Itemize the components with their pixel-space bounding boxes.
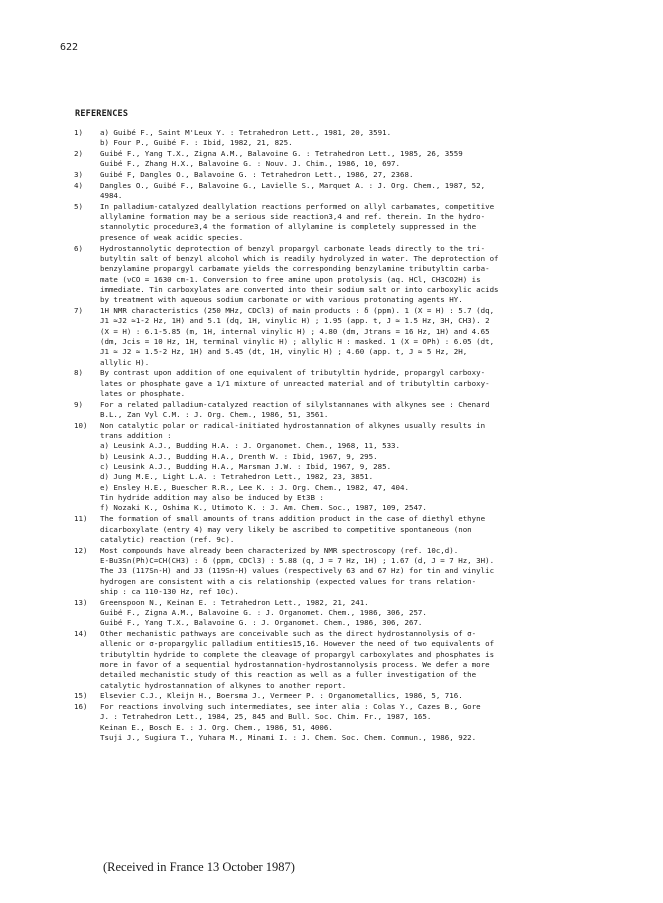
reference-number: 14) (74, 628, 88, 638)
reference-number: 12) (74, 545, 88, 555)
reference-text (100, 400, 634, 421)
reference-line: butyltin salt of benzyl alcohol which is readily hydrolyzed in water. The deprotection of (100, 253, 499, 263)
reference-line: by treatment with aqueous sodium carbonate or with various protonating agents HY. (100, 295, 463, 305)
reference-line: d) Jung M.E., Light L.A. : Tetrahedron Lett., 1982, 23, 3851. (100, 472, 374, 482)
reference-line: Dangles O., Guibé F., Balavoine G., Lavielle S., Marquet A. : J. Org. Chem., 1987, 52, (100, 180, 486, 190)
reference-line: J1 ≃ J2 ≃ 1.5-2 Hz, 1H) and 5.45 (dt, 1H, vinylic H) ; 4.60 (app. t, J ≃ 5 Hz, 2H, (100, 347, 468, 357)
reference-text (100, 306, 634, 368)
reference-number: 9) (74, 399, 83, 409)
reference-line: By contrast upon addition of one equivalent of tributyltin hydride, propargyl carboxy- (100, 368, 486, 378)
reference-line: Greenspoon N., Keinan E. : Tetrahedron Lett., 1982, 21, 241. (100, 597, 369, 607)
reference-line: lates or phosphate gave a 1/1 mixture of unreacted material and of tributyltin carboxy- (100, 378, 490, 388)
reference-line: tributyltin hydride to complete the cleavage of propargyl carboxylates and phosphates is (100, 649, 495, 659)
reference-number: 16) (74, 702, 88, 712)
reference-item (74, 181, 634, 202)
reference-line: catalytic hydrostannation of alkynes to another report. (100, 680, 347, 690)
reference-line: 4984. (100, 191, 123, 201)
reference-line: (X = H) : 6.1-5.85 (m, 1H, internal vinylic H) ; 4.80 (dm, Jtrans = 16 Hz, 1H) and 4.65 (100, 326, 490, 336)
reference-line: e) Ensley H.E., Buescher R.R., Lee K. : J. Org. Chem., 1982, 47, 404. (100, 482, 409, 492)
reference-line: The formation of small amounts of trans addition product in the case of diethyl ethyne (100, 514, 486, 524)
reference-number: 10) (74, 420, 88, 430)
reference-line: For reactions involving such intermediates, see inter alia : Colas Y., Cazes B., Gore (100, 702, 481, 712)
reference-number: 7) (74, 305, 83, 315)
reference-line: b) Four P., Guibé F. : Ibid, 1982, 21, 825. (100, 138, 293, 148)
reference-line: For a related palladium-catalyzed reaction of silylstannanes with alkynes see : Chenard (100, 399, 490, 409)
reference-number: 2) (74, 149, 83, 159)
reference-text (100, 128, 634, 149)
reference-number: 3) (74, 170, 83, 180)
references-list (74, 128, 634, 744)
reference-line: a) Leusink A.J., Budding H.A. : J. Organomet. Chem., 1968, 11, 533. (100, 441, 401, 451)
reference-text (100, 702, 634, 743)
reference-text (100, 149, 634, 170)
reference-line: mate (νCO = 1630 cm-1. Conversion to free amine upon protolysis (aq. HCl, CH3CO2H) is (100, 274, 481, 284)
reference-text (100, 244, 634, 306)
reference-line: Tsuji J., Sugiura T., Yuhara M., Minami I. : J. Chem. Soc. Chem. Commun., 1986, 922. (100, 733, 477, 743)
reference-item (74, 702, 634, 743)
reference-line: Most compounds have already been characterized by NMR spectroscopy (ref. 10c,d). (100, 545, 459, 555)
reference-text (100, 368, 634, 399)
reference-line: J. : Tetrahedron Lett., 1984, 25, 845 and Bull. Soc. Chim. Fr., 1987, 165. (100, 712, 432, 722)
reference-line: The J3 (117Sn-H) and J3 (119Sn-H) values (respectively 63 and 67 Hz) for tin and vinylic (100, 566, 495, 576)
reference-line: b) Leusink A.J., Budding H.A., Drenth W. : Ibid, 1967, 9, 295. (100, 451, 378, 461)
reference-item (74, 170, 634, 180)
reference-line: In palladium-catalyzed deallylation reactions performed on allyl carbamates, competitive (100, 201, 495, 211)
reference-text (100, 598, 634, 629)
reference-line: J1 ≃J2 ≃1-2 Hz, 1H) and 5.1 (dq, 1H, vinylic H) ; 1.95 (app. t, J ≃ 1.5 Hz, 3H, CH3). 2 (100, 316, 490, 326)
reference-line: a) Guibé F., Saint M'Leux Y. : Tetrahedron Lett., 1981, 20, 3591. (100, 128, 392, 137)
reference-line: presence of weak acidic species. (100, 232, 244, 242)
reference-line: Keinan E., Bosch E. : J. Org. Chem., 1986, 51, 4006. (100, 722, 333, 732)
reference-number: 15) (74, 691, 88, 701)
reference-number: 13) (74, 597, 88, 607)
reference-line: Guibé F., Zhang H.X., Balavoine G. : Nouv. J. Chim., 1986, 10, 697. (100, 159, 401, 169)
reference-line: B.L., Zan Vyl C.M. : J. Org. Chem., 1986, 51, 3561. (100, 410, 329, 420)
reference-item (74, 368, 634, 399)
reference-line: more in favor of a sequential hydrostannation-hydrostannolysis process. We defer a more (100, 660, 490, 669)
reference-line: 1H NMR characteristics (250 MHz, CDCl3) of main products : δ (ppm). 1 (X = H) : 5.7 (dq, (100, 305, 495, 315)
reference-line: f) Nozaki K., Oshima K., Utimoto K. : J. Am. Chem. Soc., 1987, 109, 2547. (100, 503, 427, 513)
reference-item (74, 149, 634, 170)
reference-line: Tin hydride addition may also be induced by Et3B : (100, 493, 324, 503)
reference-line: benzylamine propargyl carbamate yields the corresponding benzylamine tributyltin carba- (100, 264, 490, 274)
reference-text (100, 546, 634, 598)
reference-line: stannolytic procedure3,4 the formation of allylamine is completely suppressed in the (100, 222, 477, 232)
reference-item (74, 202, 634, 243)
page-number: 622 (60, 42, 79, 53)
reference-item (74, 400, 634, 421)
reference-item (74, 546, 634, 598)
reference-text (100, 181, 634, 202)
reference-text (100, 514, 634, 545)
reference-line: allylic H). (100, 357, 150, 367)
reference-number: 11) (74, 514, 88, 524)
reference-line: trans addition : (100, 431, 172, 441)
reference-number: 8) (74, 368, 83, 378)
reference-text (100, 629, 634, 691)
reference-line: ship : ca 110-130 Hz, ref 10c). (100, 586, 239, 596)
reference-line: immediate. Tin carboxylates are converted into their sodium salt or into carboxylic acids (100, 284, 499, 294)
reference-number: 1) (74, 128, 83, 137)
reference-item (74, 514, 634, 545)
reference-text (100, 170, 634, 180)
reference-item (74, 598, 634, 629)
reference-number: 4) (74, 180, 83, 190)
reference-line: c) Leusink A.J., Budding H.A., Marsman J.W. : Ibid, 1967, 9, 285. (100, 462, 392, 472)
reference-text (100, 202, 634, 243)
reference-item (74, 128, 634, 149)
reference-line: Non catalytic polar or radical-initiated hydrostannation of alkynes usually results in (100, 420, 486, 430)
reference-number: 6) (74, 243, 83, 253)
reference-line: (dm, Jcis = 10 Hz, 1H, terminal vinylic H) ; allylic H : masked. 1 (X = OPh) : 6.05 (dt, (100, 336, 495, 346)
reference-line: detailed mechanistic study of this reaction as well as a fuller investigation of the (100, 670, 477, 680)
reference-line: dicarboxylate (entry 4) may very likely be ascribed to competitive spontaneous (non (100, 524, 472, 534)
received-note: (Received in France 13 October 1987) (103, 860, 295, 874)
reference-line: allenic or σ-propargylic palladium entities15,16. However the need of two equivalents of (100, 639, 495, 649)
reference-item (74, 629, 634, 691)
reference-number: 5) (74, 201, 83, 211)
reference-line: E-Bu3Sn(Ph)C=CH(CH3) : δ (ppm, CDCl3) : 5.88 (q, J = 7 Hz, 1H) ; 1.67 (d, J = 7 Hz, 3H). (100, 555, 495, 565)
reference-line: Guibé F., Yang T.X., Balavoine G. : J. Organomet. Chem., 1986, 306, 267. (100, 618, 423, 628)
reference-line: Elsevier C.J., Kleijn H., Boersma J., Vermeer P. : Organometallics, 1986, 5, 716. (100, 691, 463, 701)
reference-line: hydrogen are consistent with a cis relationship (expected values for trans relation- (100, 576, 477, 586)
reference-line: Guibé F., Zigna A.M., Balavoine G. : J. Organomet. Chem., 1986, 306, 257. (100, 607, 427, 617)
references-heading: REFERENCES (75, 109, 129, 119)
reference-line: Other mechanistic pathways are conceivable such as the direct hydrostannolysis of σ- (100, 628, 477, 638)
reference-item (74, 421, 634, 514)
reference-text (100, 691, 634, 701)
reference-line: catalytic) reaction (ref. 9c). (100, 534, 235, 544)
reference-item (74, 306, 634, 368)
reference-item (74, 691, 634, 701)
reference-line: allylamine formation may be a serious side reaction3,4 and ref. therein. In the hydro- (100, 212, 486, 222)
reference-line: Guibé F., Yang T.X., Zigna A.M., Balavoine G. : Tetrahedron Lett., 1985, 26, 3559 (100, 149, 463, 159)
reference-item (74, 244, 634, 306)
reference-line: lates or phosphate. (100, 389, 186, 398)
reference-text (100, 421, 634, 514)
reference-line: Hydrostannolytic deprotection of benzyl propargyl carbonate leads directly to the tri- (100, 243, 486, 253)
reference-line: Guibé F, Dangles O., Balavoine G. : Tetrahedron Lett., 1986, 27, 2368. (100, 170, 414, 180)
